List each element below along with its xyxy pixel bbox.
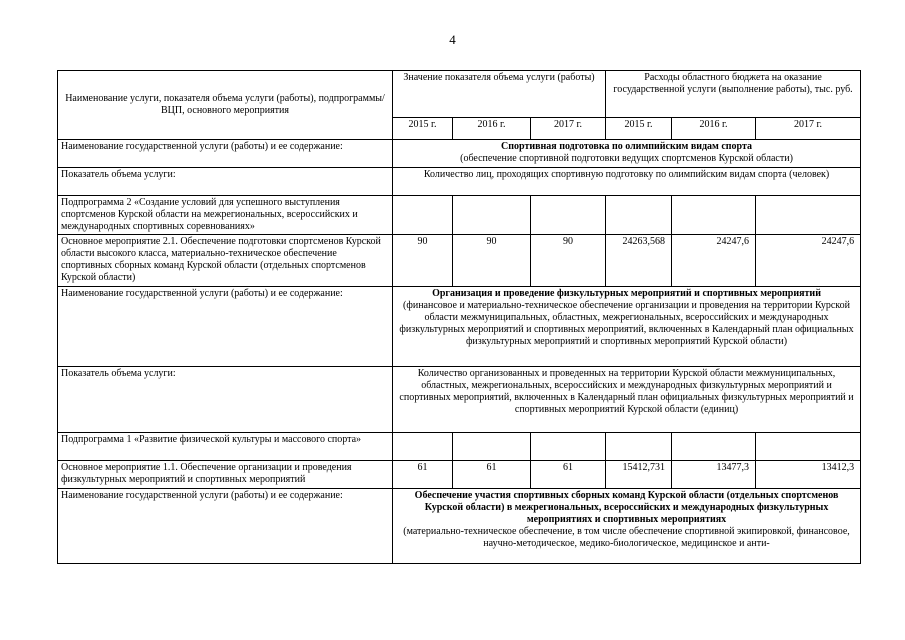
value-cell: 61 (453, 461, 531, 489)
table-row (58, 461, 861, 489)
subprogram-label: Подпрограмма 1 «Развитие физической культуры и массового спорта» (58, 433, 393, 461)
value-cell: 90 (453, 235, 531, 287)
empty-cell (453, 433, 531, 461)
table-row (58, 235, 861, 287)
table-row (58, 196, 861, 235)
year-cell: 2016 г. (672, 118, 756, 140)
service-label: Наименование государственной услуги (работы) и ее содержание: (58, 489, 393, 564)
empty-cell (756, 433, 861, 461)
subprogram-label: Подпрограмма 2 «Создание условий для успешного выступления спортсменов Курской области на межрегиональных, всероссийских и международных спортивных соревнованиях» (58, 196, 393, 235)
header-budget-group: Расходы областного бюджета на оказание государственной услуги (выполнение работы), тыс. руб. (606, 71, 861, 118)
service-label: Наименование государственной услуги (работы) и ее содержание: (58, 140, 393, 168)
service-content: (обеспечение спортивной подготовки ведущих спортсменов Курской области) (460, 153, 793, 164)
measure-label: Основное мероприятие 1.1. Обеспечение организации и проведения физкультурных мероприятий и спортивных мероприятий (58, 461, 393, 489)
value-cell: 13477,3 (672, 461, 756, 489)
measure-label: Основное мероприятие 2.1. Обеспечение подготовки спортсменов Курской области высокого класса, материально-техническое обеспечение спортивных сборных команд Курской области (отдельных спортсменов Курской области) (58, 235, 393, 287)
table-row (58, 367, 861, 433)
table-row (58, 433, 861, 461)
empty-cell (606, 433, 672, 461)
empty-cell (453, 196, 531, 235)
service-title: Обеспечение участия спортивных сборных команд Курской области (отдельных спортсменов Курской области) в межрегиональных, всероссийских и международных физкультурных мероприятиях и спортивных мероприятиях (414, 490, 839, 525)
value-cell: 24263,568 (606, 235, 672, 287)
year-cell: 2015 г. (606, 118, 672, 140)
value-cell: 90 (393, 235, 453, 287)
header-volume-group: Значение показателя объема услуги (работы) (393, 71, 606, 118)
year-cell: 2017 г. (756, 118, 861, 140)
page-number: 4 (449, 32, 456, 47)
table-header-row (58, 71, 861, 118)
empty-cell (756, 196, 861, 235)
service-content: (финансовое и материально-техническое обеспечение организации и проведения на территории Курской области межмуниципальных, областных, межрегиональных, всероссийских и международных физкультурных мероприятий и спортивных мероприятий, включенных в Календарный план официальных физкультурных мероприятий и спортивных мероприятий Курской области) (399, 300, 854, 347)
empty-cell (672, 433, 756, 461)
value-cell: 24247,6 (672, 235, 756, 287)
empty-cell (672, 196, 756, 235)
service-description (393, 489, 861, 564)
year-cell: 2017 г. (531, 118, 606, 140)
indicator-value: Количество организованных и проведенных на территории Курской области межмуниципальных, областных, межрегиональных, всероссийских и международных физкультурных мероприятий и спортивных мероприятий, включенных в Календарный план официальных физкультурных мероприятий и спортивных мероприятий Курской области (единиц) (393, 367, 861, 433)
year-cell: 2016 г. (453, 118, 531, 140)
table-row (58, 287, 861, 367)
value-cell: 61 (393, 461, 453, 489)
header-name-column: Наименование услуги, показателя объема услуги (работы), подпрограммы/ВЦП, основного мероприятия (58, 71, 393, 140)
empty-cell (531, 196, 606, 235)
service-title: Спортивная подготовка по олимпийским видам спорта (501, 141, 753, 152)
service-description (393, 287, 861, 367)
empty-cell (531, 433, 606, 461)
indicator-label: Показатель объема услуги: (58, 367, 393, 433)
service-label: Наименование государственной услуги (работы) и ее содержание: (58, 287, 393, 367)
value-cell: 24247,6 (756, 235, 861, 287)
value-cell: 90 (531, 235, 606, 287)
empty-cell (606, 196, 672, 235)
indicator-value: Количество лиц, проходящих спортивную подготовку по олимпийским видам спорта (человек) (393, 168, 861, 196)
empty-cell (393, 196, 453, 235)
table-row (58, 168, 861, 196)
table-row (58, 489, 861, 564)
service-description (393, 140, 861, 168)
empty-cell (393, 433, 453, 461)
year-cell: 2015 г. (393, 118, 453, 140)
table-row (58, 140, 861, 168)
value-cell: 13412,3 (756, 461, 861, 489)
service-content: (материально-техническое обеспечение, в том числе обеспечение спортивной экипировкой, финансовое, научно-методическое, медико-биологическое, медицинское и анти- (403, 526, 850, 549)
value-cell: 15412,731 (606, 461, 672, 489)
service-title: Организация и проведение физкультурных мероприятий и спортивных мероприятий (432, 288, 821, 299)
indicator-label: Показатель объема услуги: (58, 168, 393, 196)
value-cell: 61 (531, 461, 606, 489)
services-table (57, 70, 861, 564)
